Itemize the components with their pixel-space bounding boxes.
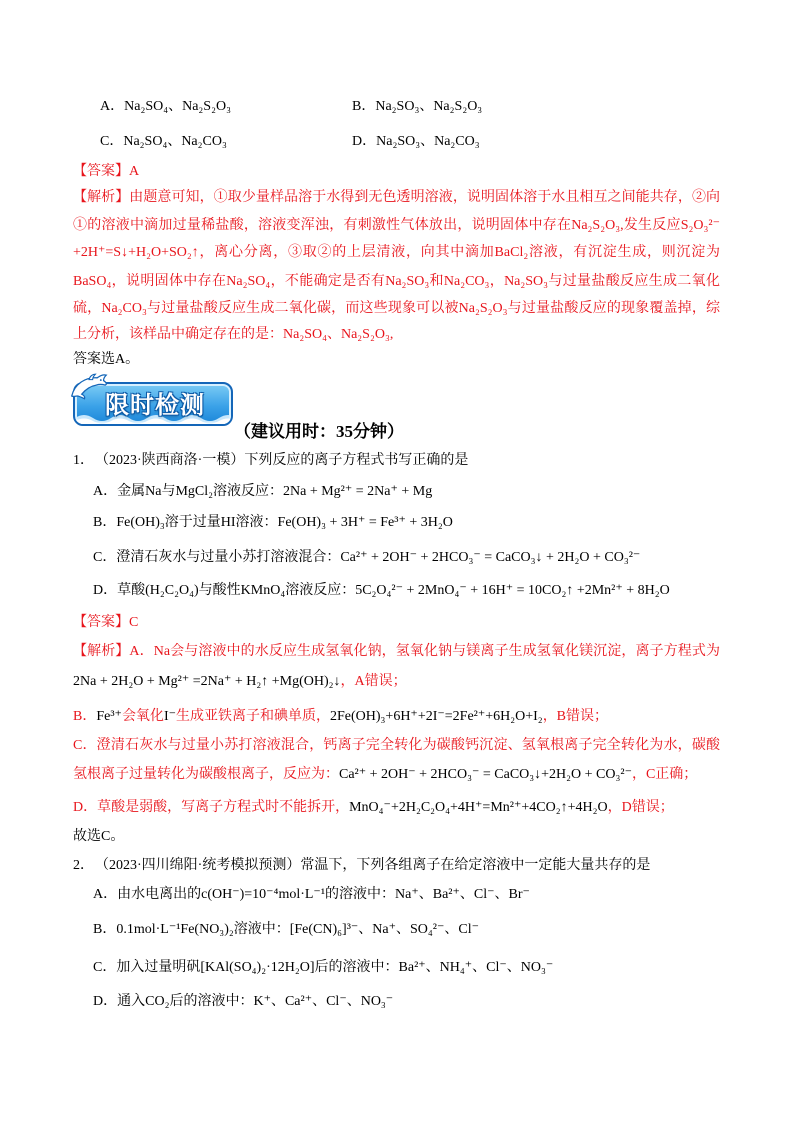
analysis-line bbox=[73, 216, 720, 236]
question-number: 1． bbox=[73, 453, 94, 468]
analysis-option-b-text: 会氧化 bbox=[121, 709, 164, 724]
analysis-option-d-text: D．草酸是弱酸，写离子方程式时不能拆开， bbox=[73, 800, 350, 815]
conclusion-text: 故选C。 bbox=[73, 829, 125, 844]
option-text: 加入过量明矾[KAl(SO₄)₂·12H₂O]后的溶液中：Ba²⁺、NH₄⁺、Cl⁻、NO₃⁻ bbox=[116, 960, 554, 975]
option-text: Fe(OH)₃溶于过量HI溶液：Fe(OH)₃ + 3H⁺ = Fe³⁺ + 3H₂O bbox=[116, 515, 453, 530]
analysis-option-c-text: 氢根离子过量转化为碳酸根离子，反应为： bbox=[73, 767, 339, 782]
option-d bbox=[352, 132, 480, 152]
analysis-line bbox=[73, 765, 697, 785]
option-letter: C． bbox=[93, 550, 117, 565]
option-text: 澄清石灰水与过量小苏打溶液混合：Ca²⁺ + 2OH⁻ + 2HCO₃⁻ = CaCO₃↓ + 2H₂O + CO₃²⁻ bbox=[116, 550, 641, 565]
analysis-text: 上分析，该样品中确定存在的是：Na₂SO₄、Na₂S₂O₃, bbox=[73, 327, 394, 342]
option-a bbox=[100, 97, 231, 117]
option-d bbox=[93, 581, 670, 601]
analysis-option-b-text: 生成亚铁离子和碘单质， bbox=[176, 709, 330, 724]
ion-iodide: I⁻ bbox=[163, 709, 176, 724]
verdict-b: ，B错误； bbox=[542, 709, 609, 724]
option-letter: B． bbox=[93, 515, 117, 530]
option-text: 由水电离出的c(OH⁻)=10⁻⁴mol·L⁻¹的溶液中：Na⁺、Ba²⁺、Cl⁻、Br⁻ bbox=[117, 887, 530, 902]
option-text: Na₂SO₃、Na₂CO₃ bbox=[376, 134, 480, 149]
section-banner bbox=[73, 382, 233, 426]
option-b bbox=[352, 97, 482, 117]
analysis-line bbox=[73, 672, 407, 692]
option-d bbox=[93, 992, 393, 1012]
answer-line bbox=[73, 613, 138, 633]
ion-fe3: Fe³⁺ bbox=[96, 709, 122, 724]
verdict-c: ，C正确； bbox=[631, 767, 698, 782]
equation-d: MnO₄⁻+2H₂C₂O₄+4H⁺=Mn²⁺+4CO₂↑+4H₂O bbox=[349, 800, 608, 815]
analysis-line bbox=[73, 243, 720, 263]
analysis-text: ①的溶液中滴加过量稀盐酸，溶液变浑浊，有刺激性气体放出，说明固体中存在Na₂S₂O₃,发生反应S₂O₃²⁻ bbox=[73, 218, 720, 233]
analysis-text: +2H⁺=S↓+H₂O+SO₂↑，离心分离，③取②的上层清液，向其中滴加BaCl₂溶液，有沉淀生成，则沉淀为 bbox=[73, 245, 720, 260]
option-letter: A． bbox=[93, 887, 118, 902]
analysis-label: 【解析】 bbox=[73, 190, 130, 205]
analysis-line bbox=[73, 642, 720, 662]
option-text: Na₂SO₃、Na₂S₂O₃ bbox=[375, 99, 483, 114]
option-letter: B． bbox=[93, 922, 117, 937]
option-a bbox=[93, 885, 530, 905]
analysis-option-a-text: A．Na会与溶液中的水反应生成氢氧化钠，氢氧化钠与镁离子生成氢氧化镁沉淀，离子方程式为 bbox=[129, 644, 720, 659]
conclusion bbox=[73, 827, 124, 847]
equation-b: 2Fe(OH)₃+6H⁺+2I⁻=2Fe²⁺+6H₂O+I₂ bbox=[330, 709, 543, 724]
option-a bbox=[93, 482, 432, 502]
option-c bbox=[93, 548, 640, 568]
analysis-option-c-text: C．澄清石灰水与过量小苏打溶液混合，钙离子完全转化为碳酸钙沉淀、氢氧根离子完全转化为水，碳酸 bbox=[73, 738, 720, 753]
question-stem bbox=[73, 856, 650, 876]
option-letter: A． bbox=[93, 484, 118, 499]
question-text: 下列反应的离子方程式书写正确的是 bbox=[244, 453, 469, 468]
analysis-text: BaSO₄，说明固体中存在Na₂SO₄，不能确定是否有Na₂SO₃和Na₂CO₃，Na₂SO₃与过量盐酸反应生成二氧化 bbox=[73, 274, 720, 289]
analysis-line bbox=[73, 325, 393, 345]
option-text: Na₂SO₄、Na₂CO₃ bbox=[123, 134, 227, 149]
analysis-line bbox=[73, 798, 674, 818]
time-hint bbox=[234, 421, 404, 443]
option-b bbox=[93, 920, 479, 940]
option-text: Na₂SO₄、Na₂S₂O₃ bbox=[124, 99, 231, 114]
option-letter: D． bbox=[93, 994, 118, 1009]
option-letter: C． bbox=[93, 960, 117, 975]
analysis-line bbox=[73, 188, 720, 208]
equation-a: 2Na + 2H₂O + Mg²⁺ =2Na⁺ + H₂↑ +Mg(OH)₂↓ bbox=[73, 674, 341, 689]
analysis-label: 【解析】 bbox=[73, 644, 130, 659]
banner-title: 限时检测 bbox=[105, 391, 205, 419]
conclusion-text: 答案选A。 bbox=[73, 352, 140, 367]
question-source: （2023·陕西商洛·一模） bbox=[102, 453, 245, 468]
option-text: 0.1mol·L⁻¹Fe(NO₃)₂溶液中：[Fe(CN)₆]³⁻、Na⁺、SO₄²⁻、Cl⁻ bbox=[116, 922, 479, 937]
option-letter: B． bbox=[352, 99, 376, 114]
verdict-a: ，A错误； bbox=[340, 674, 407, 689]
question-text: 常温下，下列各组离子在给定溶液中一定能大量共存的是 bbox=[300, 858, 651, 873]
equation-c: Ca²⁺ + 2OH⁻ + 2HCO₃⁻ = CaCO₃↓+2H₂O + CO₃²⁻ bbox=[339, 767, 632, 782]
analysis-line bbox=[73, 707, 608, 727]
option-letter: C． bbox=[100, 134, 124, 149]
question-stem bbox=[73, 451, 468, 471]
option-text: 草酸(H₂C₂O₄)与酸性KMnO₄溶液反应：5C₂O₄²⁻ + 2MnO₄⁻ + 16H⁺ = 10CO₂↑ +2Mn²⁺ + 8H₂O bbox=[117, 583, 670, 598]
answer-label: 【答案】 bbox=[73, 615, 129, 630]
option-c bbox=[93, 958, 553, 978]
question-source: （2023·四川绵阳·统考模拟预测） bbox=[102, 858, 301, 873]
answer-line bbox=[73, 162, 139, 182]
conclusion bbox=[73, 350, 139, 370]
dolphin-icon bbox=[69, 372, 109, 400]
option-b bbox=[93, 513, 453, 533]
option-text: 通入CO₂后的溶液中：K⁺、Ca²⁺、Cl⁻、NO₃⁻ bbox=[117, 994, 394, 1009]
option-letter: D． bbox=[93, 583, 118, 598]
option-c bbox=[100, 132, 227, 152]
question-number: 2． bbox=[73, 858, 94, 873]
analysis-text: 由题意可知，①取少量样品溶于水得到无色透明溶液，说明固体溶于水且相互之间能共存，②向 bbox=[129, 190, 721, 205]
analysis-line bbox=[73, 299, 720, 319]
answer-value: C bbox=[129, 615, 139, 630]
analysis-line bbox=[73, 272, 720, 292]
analysis-line bbox=[73, 736, 720, 756]
analysis-text: 硫，Na₂CO₃与过量盐酸反应生成二氧化碳，而这些现象可以被Na₂S₂O₃与过量盐酸反应的现象覆盖掉，综 bbox=[73, 301, 720, 316]
time-hint-text: （建议用时：35分钟） bbox=[234, 422, 404, 441]
answer-value: A bbox=[129, 164, 140, 179]
option-letter: A． bbox=[100, 99, 125, 114]
option-text: 金属Na与MgCl₂溶液反应：2Na + Mg²⁺ = 2Na⁺ + Mg bbox=[117, 484, 433, 499]
analysis-option-b-prefix: B． bbox=[73, 709, 97, 724]
verdict-d: ，D错误； bbox=[607, 800, 674, 815]
answer-label: 【答案】 bbox=[73, 164, 129, 179]
option-letter: D． bbox=[352, 134, 377, 149]
